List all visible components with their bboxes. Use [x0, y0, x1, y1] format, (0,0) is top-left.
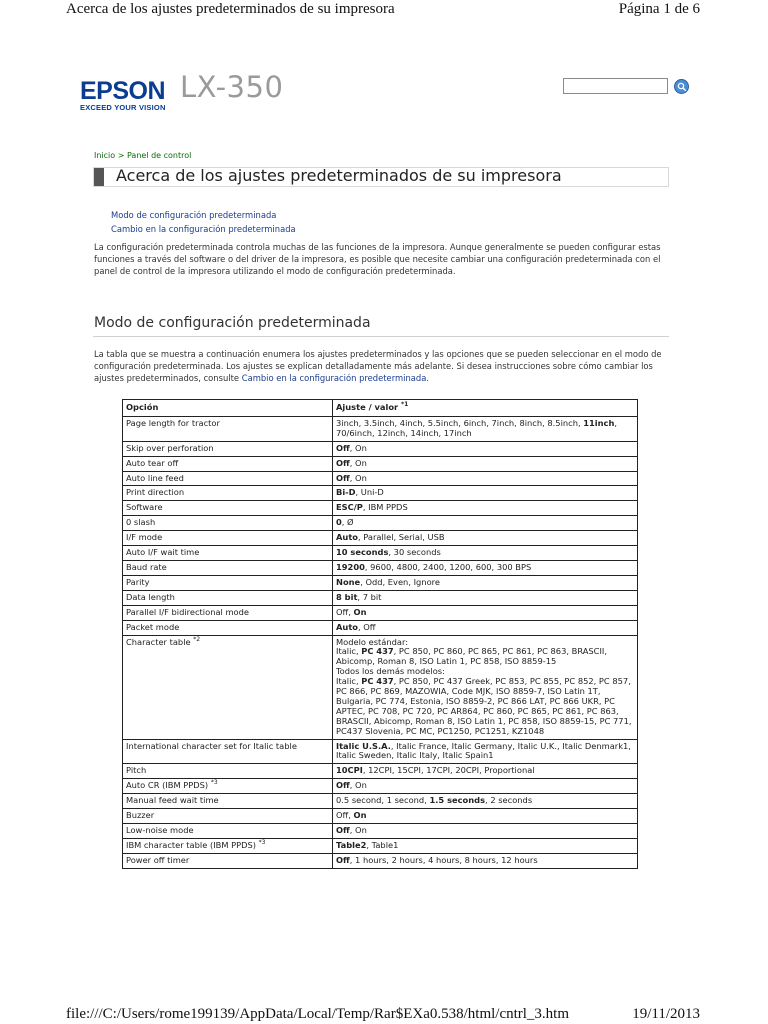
- row-value: Auto, Off: [333, 620, 638, 635]
- intro-paragraph: La configuración predeterminada controla muchas de las funciones de la impresora. Aunque generalmente se pueden configurar estas funciones a través del software o del driver de la impresora, es posible que necesite cambiar una configuración predeterminada con el panel de control de la impresora utilizando el modo de configuración predeterminada.: [94, 242, 661, 277]
- row-value: 10 seconds, 30 seconds: [333, 546, 638, 561]
- row-value: 0.5 second, 1 second, 1.5 seconds, 2 seconds: [333, 794, 638, 809]
- row-option: International character set for Italic table: [123, 739, 333, 764]
- print-footer-date: 19/11/2013: [632, 1006, 700, 1022]
- table-row: [123, 838, 638, 853]
- toc-link-default-mode[interactable]: Modo de configuración predeterminada: [111, 210, 277, 220]
- table-row: [123, 456, 638, 471]
- row-option: Parity: [123, 575, 333, 590]
- row-option: Auto line feed: [123, 471, 333, 486]
- print-header: [0, 0, 768, 22]
- row-option: Parallel I/F bidirectional mode: [123, 605, 333, 620]
- table-row: [123, 501, 638, 516]
- row-value: ESC/P, IBM PPDS: [333, 501, 638, 516]
- header-option: Opción: [123, 400, 333, 417]
- row-option: Software: [123, 501, 333, 516]
- row-option: Auto CR (IBM PPDS) $^{*3}$: [123, 779, 333, 794]
- toc-link-change-settings[interactable]: Cambio en la configuración predeterminada: [111, 224, 296, 234]
- breadcrumb: [94, 151, 191, 160]
- row-value: 3inch, 3.5inch, 4inch, 5.5inch, 6inch, 7inch, 8inch, 8.5inch, 11inch, 70/6inch, 12inch, 14inch, 17inch: [333, 416, 638, 441]
- breadcrumb-current[interactable]: Panel de control: [126, 151, 192, 160]
- table-row: [123, 590, 638, 605]
- row-option: Baud rate: [123, 560, 333, 575]
- table-header-row: [123, 400, 638, 417]
- row-value: 19200, 9600, 4800, 2400, 1200, 600, 300 BPS: [333, 560, 638, 575]
- epson-logo[interactable]: [80, 78, 166, 112]
- section-link-change-settings[interactable]: Cambio en la configuración predeterminada: [241, 373, 427, 384]
- table-row: [123, 575, 638, 590]
- row-value: Off, On: [333, 456, 638, 471]
- toc-links: [111, 208, 296, 236]
- search-input[interactable]: [563, 78, 668, 94]
- table-row: [123, 471, 638, 486]
- row-option: Auto I/F wait time: [123, 546, 333, 561]
- print-header-title: Acerca de los ajustes predeterminados de su impresora: [66, 1, 395, 17]
- table-row: [123, 779, 638, 794]
- row-option: Power off timer: [123, 853, 333, 868]
- page-title-bar: [93, 167, 669, 187]
- row-option: Data length: [123, 590, 333, 605]
- logo-brand: EPSON: [80, 77, 166, 105]
- row-value: None, Odd, Even, Ignore: [333, 575, 638, 590]
- table-row: [123, 635, 638, 739]
- row-value: Italic U.S.A., Italic France, Italic Germany, Italic U.K., Italic Denmark1, Italic Sweden, Italic Italy, Italic Spain1: [333, 739, 638, 764]
- table-row: [123, 764, 638, 779]
- row-option: Page length for tractor: [123, 416, 333, 441]
- table-row: [123, 531, 638, 546]
- search-button[interactable]: [674, 79, 689, 94]
- table-row: [123, 853, 638, 868]
- print-footer-path: file:///C:/Users/rome199139/AppData/Local/Temp/Rar$EXa0.538/html/cntrl_3.htm: [66, 1006, 570, 1022]
- row-option: Low-noise mode: [123, 824, 333, 839]
- section-paragraph: La tabla que se muestra a continuación enumera los ajustes predeterminados y las opciones que se pueden seleccionar en el modo de configuración predeterminada. Los ajustes se explican detalladamente más adelante. Si desea instrucciones sobre cómo cambiar los ajustes predeterminados, consulte Cambio en la configuración predeterminada.: [94, 349, 662, 384]
- row-value: 0, Ø: [333, 516, 638, 531]
- row-value: Off, On: [333, 809, 638, 824]
- table-row: [123, 560, 638, 575]
- row-option: 0 slash: [123, 516, 333, 531]
- print-header-page: Página 1 de 6: [618, 1, 700, 17]
- table-row: [123, 516, 638, 531]
- title-marker: [94, 168, 104, 186]
- breadcrumb-separator: >: [117, 151, 125, 160]
- section-divider: [93, 336, 669, 337]
- page-title: Acerca de los ajustes predeterminados de su impresora: [116, 166, 562, 185]
- row-value: Auto, Parallel, Serial, USB: [333, 531, 638, 546]
- row-option: Print direction: [123, 486, 333, 501]
- row-value: Off, On: [333, 441, 638, 456]
- row-option: Buzzer: [123, 809, 333, 824]
- row-option: Pitch: [123, 764, 333, 779]
- search-icon: [677, 82, 687, 92]
- breadcrumb-home[interactable]: Inicio: [94, 151, 116, 160]
- row-option: Manual feed wait time: [123, 794, 333, 809]
- row-value: Modelo estándar: Italic, PC 437, PC 850, PC 860, PC 865, PC 861, PC 863, BRASCII, Abicomp, Roman 8, ISO Latin 1, PC 858, ISO 8859-15 Todos los demás modelos: Italic, PC 437, PC 850, PC 437 Greek, PC 853, PC 855, PC 852, PC 857, PC 866, PC 869, MAZOWIA, Code MJK, ISO 8859-7, ISO Latin 1T, Bulgaria, PC 774, Estonia, ISO 8859-2, PC 866 LAT, PC 866 UKR, PC APTEC, PC 708, PC 720, PC AR864, PC 860, PC 865, PC 861, PC 863, BRASCII, Abicomp, Roman 8, ISO Latin 1, PC 858, ISO 8859-15, PC 771, PC437 Slovenia, PC MC, PC1250, PC1251, KZ1048: [333, 635, 638, 739]
- row-option: Skip over perforation: [123, 441, 333, 456]
- row-option: IBM character table (IBM PPDS) $^{*3}$: [123, 838, 333, 853]
- row-value: Off, On: [333, 471, 638, 486]
- model-name: LX-350: [180, 70, 284, 104]
- row-value: 8 bit, 7 bit: [333, 590, 638, 605]
- row-option: I/F mode: [123, 531, 333, 546]
- row-value: Off, On: [333, 824, 638, 839]
- section-title: Modo de configuración predeterminada: [94, 315, 371, 331]
- settings-table: [122, 399, 638, 869]
- table-row: [123, 546, 638, 561]
- table-row: [123, 794, 638, 809]
- row-value: Off, On: [333, 779, 638, 794]
- header-value: Ajuste / valor $^{*1}$: [333, 400, 638, 417]
- section-paragraph-text: La tabla que se muestra a continuación enumera los ajustes predeterminados y las opciones que se pueden seleccionar en el modo de configuración predeterminada. Los ajustes se explican detalladamente más adelante. Si desea instrucciones sobre cómo cambiar los ajustes predeterminados, consulte: [94, 349, 662, 384]
- table-row: [123, 809, 638, 824]
- row-value: Off, 1 hours, 2 hours, 4 hours, 8 hours, 12 hours: [333, 853, 638, 868]
- table-row: [123, 824, 638, 839]
- logo-tagline: EXCEED YOUR VISION: [80, 103, 166, 112]
- row-value: Table2, Table1: [333, 838, 638, 853]
- table-row: [123, 620, 638, 635]
- table-row: [123, 486, 638, 501]
- table-row: [123, 441, 638, 456]
- row-value: 10CPI, 12CPI, 15CPI, 17CPI, 20CPI, Proportional: [333, 764, 638, 779]
- row-option: Packet mode: [123, 620, 333, 635]
- table-row: [123, 416, 638, 441]
- row-value: Off, On: [333, 605, 638, 620]
- row-value: Bi-D, Uni-D: [333, 486, 638, 501]
- row-option: Auto tear off: [123, 456, 333, 471]
- row-option: Character table $^{*2}$: [123, 635, 333, 739]
- table-row: [123, 739, 638, 764]
- table-row: [123, 605, 638, 620]
